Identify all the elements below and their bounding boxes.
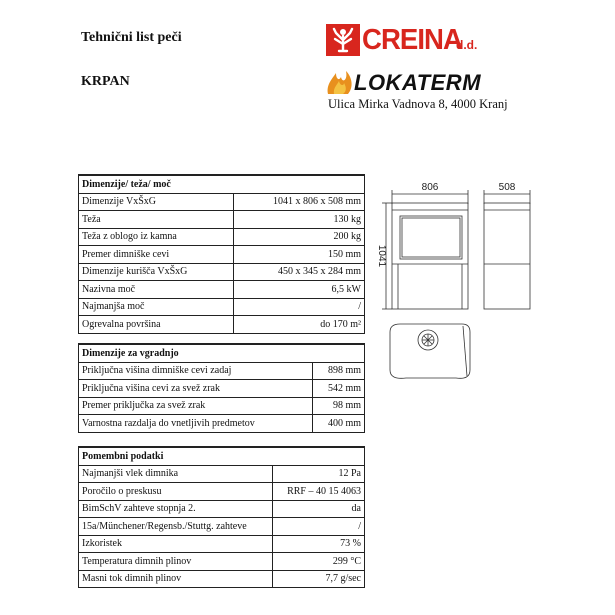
row-value: RRF – 40 15 4063	[273, 483, 365, 501]
table-row	[79, 535, 365, 553]
table-row	[79, 298, 365, 316]
row-label: Dimenzije VxŠxG	[79, 193, 234, 211]
row-label: BimSchV zahteve stopnja 2.	[79, 500, 273, 518]
model-name: KRPAN	[81, 74, 130, 89]
row-value: 299 °C	[273, 553, 365, 571]
row-label: Poročilo o preskusu	[79, 483, 273, 501]
width-dimension-label: 806	[421, 182, 439, 193]
section-heading: Dimenzije za vgradnjo	[79, 344, 365, 362]
table-row	[79, 362, 365, 380]
row-value: 1041 x 806 x 508 mm	[233, 193, 364, 211]
section-heading: Dimenzije/ teža/ moč	[79, 175, 365, 193]
document-title: Tehnični list peči	[81, 30, 182, 45]
row-label: Masni tok dimnih plinov	[79, 570, 273, 588]
stove-front-outline	[392, 203, 468, 309]
row-label: Priključna višina dimniške cevi zadaj	[79, 362, 313, 380]
table-row	[79, 228, 365, 246]
row-value: 7,7 g/sec	[273, 570, 365, 588]
table-row	[79, 465, 365, 483]
depth-dimension-label: 508	[498, 182, 516, 193]
creina-logo-icon	[326, 24, 360, 56]
row-value: 450 x 345 x 284 mm	[233, 263, 364, 281]
company-address: Ulica Mirka Vadnova 8, 4000 Kranj	[328, 97, 508, 111]
row-value: 12 Pa	[273, 465, 365, 483]
row-value: /	[233, 298, 364, 316]
row-value: 6,5 kW	[233, 281, 364, 299]
row-label: Nazivna moč	[79, 281, 234, 299]
row-value: 898 mm	[312, 362, 364, 380]
row-label: Najmanjša moč	[79, 298, 234, 316]
table-row	[79, 316, 365, 334]
row-label: Priključna višina cevi za svež zrak	[79, 380, 313, 398]
row-value: 130 kg	[233, 211, 364, 229]
row-label: Teža z oblogo iz kamna	[79, 228, 234, 246]
table-row	[79, 246, 365, 264]
row-label: Temperatura dimnih plinov	[79, 553, 273, 571]
section-heading: Pomembni podatki	[79, 447, 365, 465]
table-row	[79, 553, 365, 571]
row-label: Najmanjši vlek dimnika	[79, 465, 273, 483]
dimensions-weight-power-table	[78, 174, 365, 334]
row-value: da	[273, 500, 365, 518]
row-value: 73 %	[273, 535, 365, 553]
row-value: 542 mm	[312, 380, 364, 398]
stove-top-view	[390, 324, 470, 378]
creina-brand-name: CREINA	[362, 24, 462, 56]
row-label: Dimenzije kurišča VxŠxG	[79, 263, 234, 281]
table-row	[79, 415, 365, 433]
row-label: Ogrevalna površina	[79, 316, 234, 334]
stove-side-outline	[484, 203, 530, 309]
table-row	[79, 380, 365, 398]
row-value: 200 kg	[233, 228, 364, 246]
table-row	[79, 397, 365, 415]
table-row	[79, 518, 365, 536]
row-label: Varnostna razdalja do vnetljivih predmetov	[79, 415, 313, 433]
table-row	[79, 483, 365, 501]
table-row	[79, 281, 365, 299]
stove-door-window	[400, 216, 462, 259]
stove-technical-drawing	[370, 180, 540, 400]
row-label: Teža	[79, 211, 234, 229]
row-value: 98 mm	[312, 397, 364, 415]
table-row	[79, 500, 365, 518]
creina-brand-suffix: d.d.	[456, 38, 478, 52]
row-value: 150 mm	[233, 246, 364, 264]
installation-dimensions-table	[78, 343, 365, 433]
table-row	[79, 211, 365, 229]
lokaterm-brand-name: LOKATERM	[354, 70, 482, 95]
row-label: Izkoristek	[79, 535, 273, 553]
row-value: 400 mm	[312, 415, 364, 433]
height-dimension-label: 1041	[376, 244, 387, 268]
row-value: /	[273, 518, 365, 536]
table-row	[79, 193, 365, 211]
table-row	[79, 263, 365, 281]
important-data-table	[78, 446, 365, 588]
row-value: do 170 m²	[233, 316, 364, 334]
row-label: Premer priključka za svež zrak	[79, 397, 313, 415]
row-label: Premer dimniške cevi	[79, 246, 234, 264]
table-row	[79, 570, 365, 588]
row-label: 15a/Münchener/Regensb./Stuttg. zahteve	[79, 518, 273, 536]
flame-logo-icon	[324, 67, 354, 95]
